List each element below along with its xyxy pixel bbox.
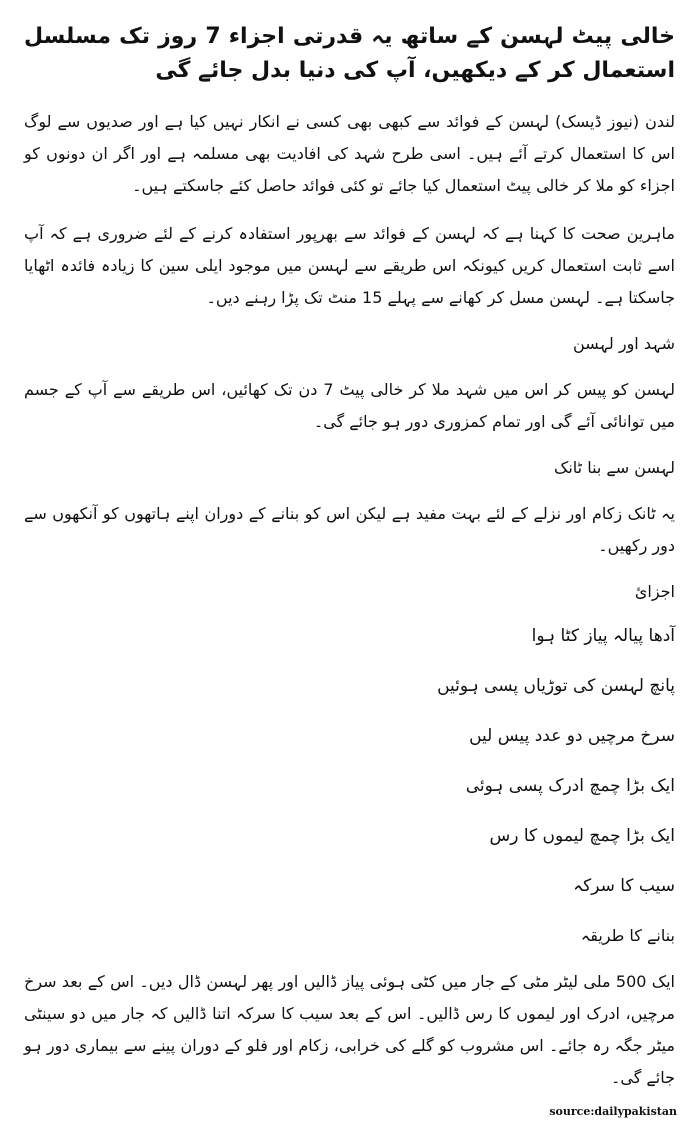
tonic-paragraph: یہ ٹانک زکام اور نزلے کے لئے بہت مفید ہے لیکن اس کو بنانے کے دوران اپنے ہاتھوں کو آنکھوں سے دور رکھیں۔: [24, 504, 675, 555]
intro-paragraph: لندن (نیوز ڈیسک) لہسن کے فوائد سے کبھی بھی کسی نے انکار نہیں کیا ہے اور صدیوں سے لوگ اس کا استعمال کرتے آئے ہیں۔ اسی طرح شہد کی افادیت بھی مسلمہ ہے اور اگر ان دونوں کو اجزاء کو ملا کر خالی پیٹ استعمال کیا جائے تو کئی فوائد حاصل کئے جاسکتے ہیں۔: [24, 112, 675, 195]
honey-garlic-paragraph: لہسن کو پیس کر اس میں شہد ملا کر خالی پیٹ 7 دن تک کھائیں، اس طریقے سے آپ کے جسم میں توانائی آئے گی اور تمام کمزوری دور ہو جائے گی۔: [24, 380, 676, 431]
experts-paragraph: ماہرین صحت کا کہنا ہے کہ لہسن کے فوائد سے بھرپور استفادہ کرنے کے لئے ضروری ہے کہ آپ اسے ثابت استعمال کریں کیونکہ اس طریقے سے لہسن میں موجود ایلی سین کا زیادہ فائدہ اٹھایا جاسکتا ہے۔ لہسن مسل کر کھانے سے پہلے 15 منٹ تک پڑا رہنے دیں۔: [24, 224, 675, 307]
ingredient-item: ایک بڑا چمچ ادرک پسی ہوئی: [465, 776, 675, 796]
ingredient-item: آدھا پیالہ پیاز کٹا ہوا: [531, 626, 675, 646]
source-credit: source:dailypakistan: [549, 1105, 677, 1118]
article-title: خالی پیٹ لہسن کے ساتھ یہ قدرتی اجزاء 7 روز تک مسلسل استعمال کر کے دیکھیں، آپ کی دنیا بدل جائے گی: [24, 24, 675, 83]
ingredients-list: [24, 622, 675, 900]
method-heading: بنانے کا طریقہ: [580, 926, 675, 945]
ingredient-item: ایک بڑا چمچ لیموں کا رس: [489, 826, 675, 846]
honey-garlic-heading: شہد اور لہسن: [573, 334, 675, 353]
ingredient-item: سرخ مرچیں دو عدد پیس لیں: [469, 726, 675, 746]
ingredients-heading: اجزائ: [634, 582, 675, 601]
ingredient-item: سیب کا سرکہ: [573, 876, 675, 896]
tonic-heading: لہسن سے بنا ٹانک: [554, 458, 675, 477]
method-paragraph: ایک 500 ملی لیٹر مٹی کے جار میں کٹی ہوئی پیاز ڈالیں اور پھر لہسن ڈال دیں۔ اس کے بعد سرخ مرچیں، ادرک اور لیموں کا رس ڈالیں۔ اس کے بعد سیب کا سرکہ اتنا ڈالیں کہ جار میں دو سینٹی میٹر جگہ رہ جائے۔ اس مشروب کو گلے کی خرابی، زکام اور فلو کے دوران پینے سے بیماری دور ہو جائے گی۔: [24, 972, 675, 1087]
ingredient-item: پانچ لہسن کی توڑیاں پسی ہوئیں: [437, 676, 675, 696]
